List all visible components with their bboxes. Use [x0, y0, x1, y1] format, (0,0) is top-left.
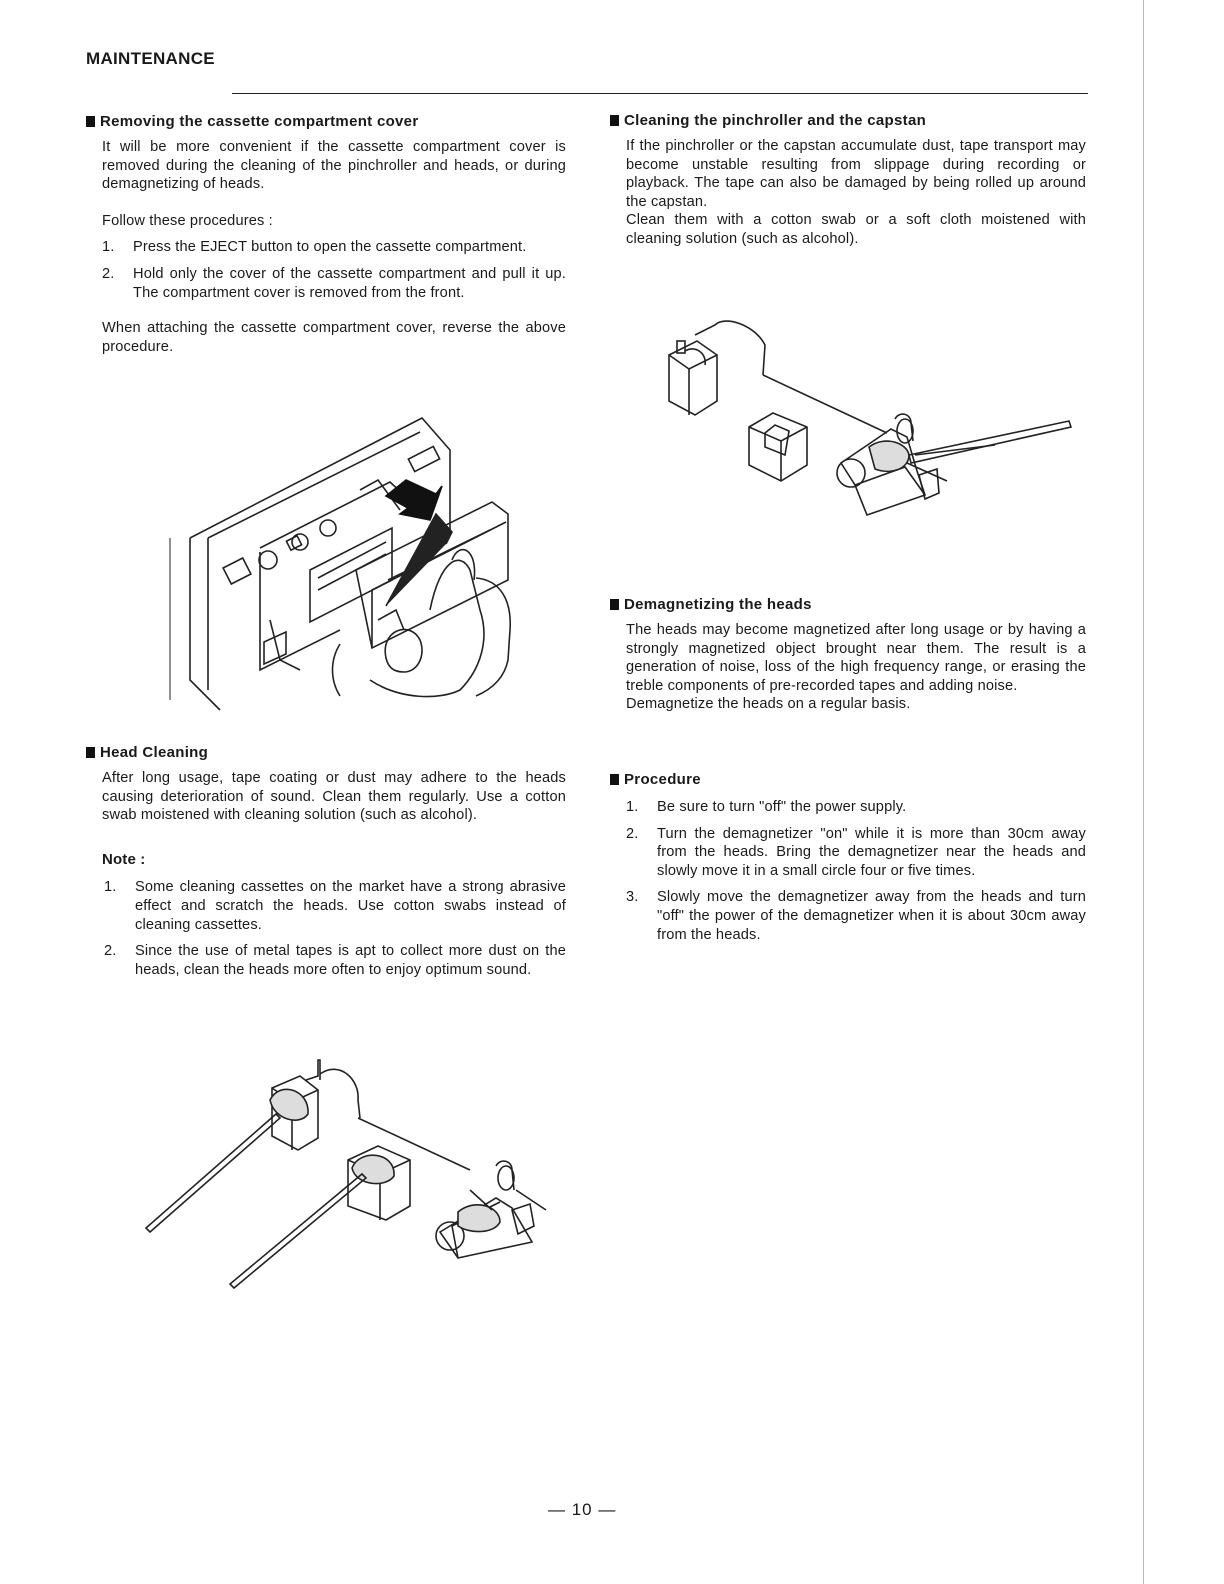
remove-cover-outro: When attaching the cassette compartment cover, reverse the above procedure. — [102, 320, 566, 355]
note-list — [86, 878, 566, 979]
bullet-square-icon — [86, 116, 95, 127]
demag-body-2: Demagnetize the heads on a regular basis. — [626, 696, 911, 713]
bullet-square-icon — [86, 747, 95, 758]
list-item: 2. Since the use of metal tapes is apt to collect more dust on the heads, clean the heads more often to enjoy optimum sound. — [104, 943, 566, 978]
demag-section — [610, 595, 1086, 714]
pinchroller-body: If the pinchroller or the capstan accumulate dust, tape transport may become unstable resulting from slippage during recording or playback. The tape can also be damaged by being rolled up around the capstan. — [626, 138, 1086, 210]
remove-cover-heading: Removing the cassette compartment cover — [86, 112, 566, 132]
bullet-square-icon — [610, 774, 619, 785]
cassette-cover-removal-illustration — [160, 410, 540, 720]
head-cleaning-illustration — [140, 1050, 550, 1290]
bullet-square-icon — [610, 115, 619, 126]
bullet-square-icon — [610, 599, 619, 610]
head-cleaning-section — [86, 743, 566, 979]
list-item: 1. Some cleaning cassettes on the market have a strong abrasive effect and scratch the heads. Use cotton swabs instead of cleaning cassettes. — [104, 879, 566, 933]
margin-line — [1143, 0, 1144, 1584]
head-cleaning-heading: Head Cleaning — [86, 743, 566, 763]
title-rule — [232, 93, 1088, 94]
list-item: 2. Turn the demagnetizer "on" while it is more than 30cm away from the heads. Bring the demagnetizer near the heads and slowly move it in a small circle four or five times. — [626, 825, 1086, 879]
procedure-heading: Procedure — [610, 770, 1086, 790]
pinchroller-cleaning-illustration — [655, 305, 1085, 530]
follow-procedures: Follow these procedures : — [102, 212, 273, 229]
list-item: 3. Slowly move the demagnetizer away from the heads and turn "off" the power of the demagnetizer when it is about 30cm away from the heads. — [626, 889, 1086, 943]
procedure-steps — [610, 798, 1086, 944]
page-number: — 10 — — [548, 1500, 617, 1519]
remove-cover-steps — [86, 238, 566, 302]
pinchroller-heading: Cleaning the pinchroller and the capstan — [610, 111, 1086, 131]
procedure-section — [610, 770, 1086, 944]
right-column — [610, 111, 1086, 249]
head-cleaning-body: After long usage, tape coating or dust may adhere to the heads causing deterioration of sound. Clean them regularly. Use a cotton swab moistened with cleaning solution (such as alcohol). — [102, 770, 566, 824]
left-column — [86, 112, 566, 356]
list-item: 2. Hold only the cover of the cassette compartment and pull it up. The compartment cover is removed from the front. — [102, 265, 566, 301]
demag-body: The heads may become magnetized after long usage or by having a strongly magnetized object brought near them. The result is a generation of noise, loss of the high frequency range, or erasing the treble components of pre-recorded tapes and adding noise. — [626, 622, 1086, 694]
demag-heading: Demagnetizing the heads — [610, 595, 1086, 615]
list-item: 1. Be sure to turn "off" the power supply. — [626, 799, 907, 815]
list-item: 1. Press the EJECT button to open the cassette compartment. — [102, 239, 527, 256]
note-title: Note : — [102, 850, 146, 868]
remove-cover-intro: It will be more convenient if the cassette compartment cover is removed during the cleaning of the pinchroller and heads, or during demagnetizing of heads. — [102, 139, 566, 193]
page-title: MAINTENANCE — [86, 49, 215, 68]
pinchroller-body-2: Clean them with a cotton swab or a soft cloth moistened with cleaning solution (such as alcohol). — [626, 212, 1086, 247]
